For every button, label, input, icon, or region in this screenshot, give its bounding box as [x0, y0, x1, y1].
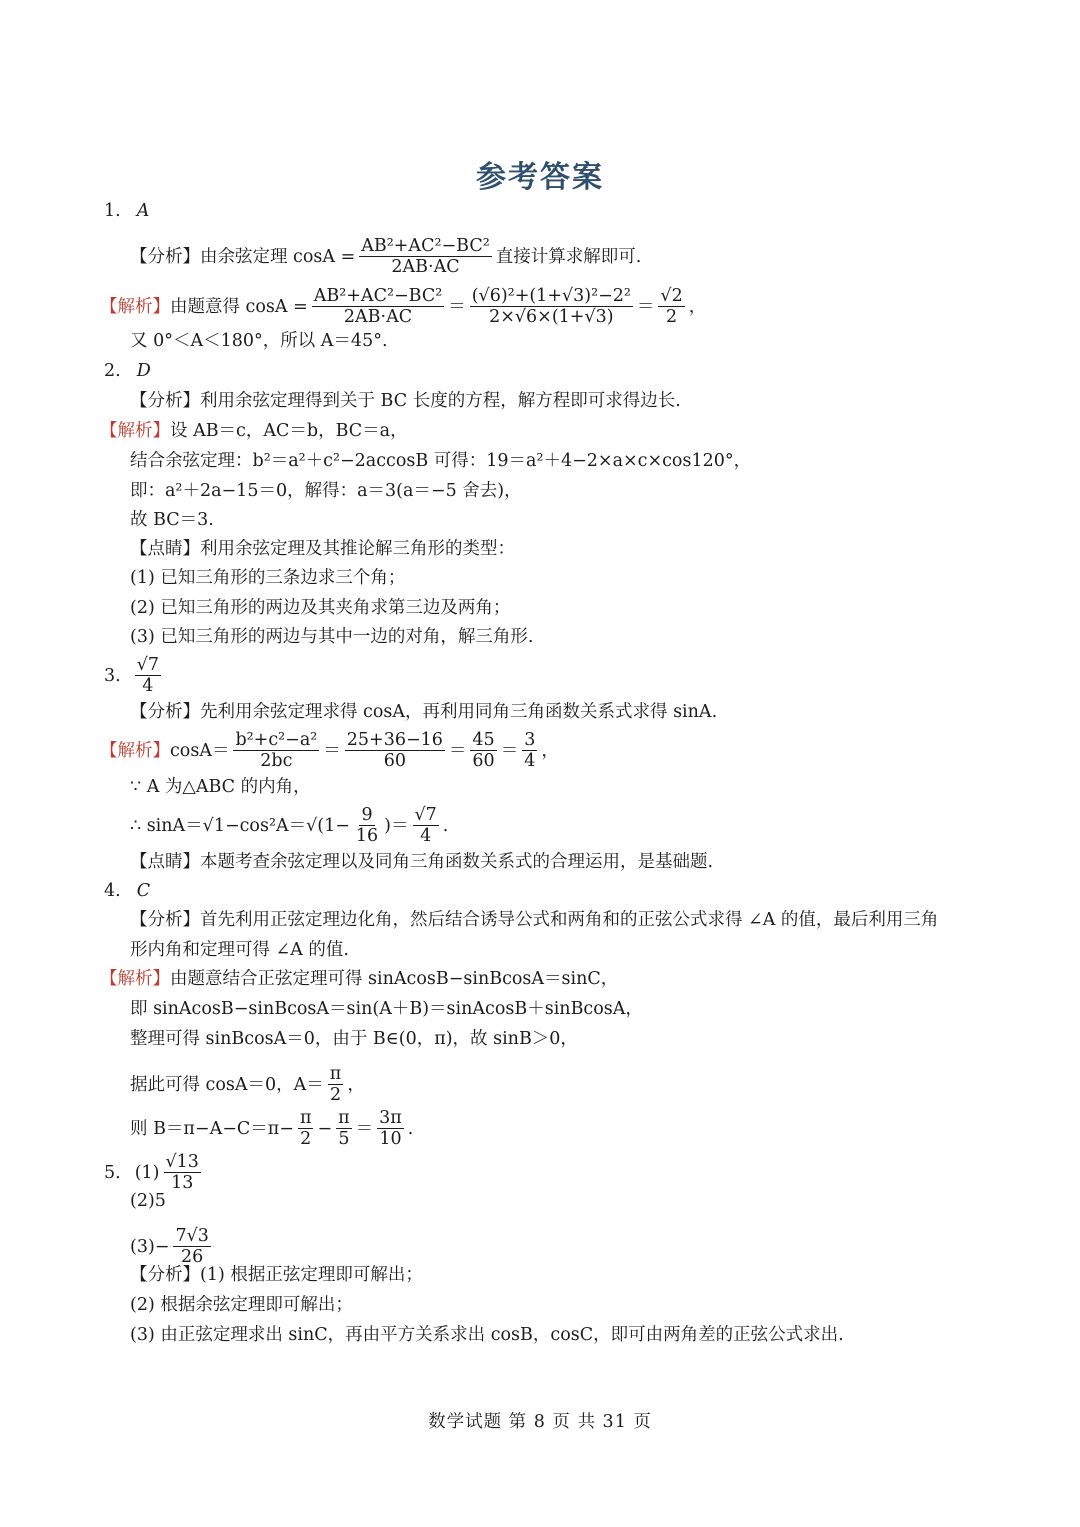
q4-analysis-line2: 形内角和定理可得 ∠A 的值. [130, 940, 349, 960]
q3-analysis [130, 701, 717, 723]
q4-answer: C [136, 881, 151, 901]
q2-analysis [130, 390, 681, 412]
analysis-label: 【分析】 [130, 702, 200, 722]
q2-solution-line1: 设 AB＝c，AC＝b，BC＝a， [170, 421, 408, 441]
q1-answer: A [136, 201, 150, 221]
q5-answer-3: (3)− $\frac{7√3}{26}$ [130, 1226, 209, 1267]
q4-analysis-text: 首先利用正弦定理边化角，然后结合诱导公式和两角和的正弦公式求得 ∠A 的值，最后利用三角 [200, 910, 939, 930]
q1-solution-fraction-1: $\frac{\text{AB²+AC²−BC²}}{2AB\cdot AC}$ [313, 286, 443, 327]
q1-number: 1. [104, 201, 121, 221]
q5-analysis-line2: (2) 根据余弦定理即可解出； [130, 1295, 353, 1315]
q1-analysis [130, 236, 641, 277]
q3-solution: 【解析】 cosA＝ $\frac{\text{b²+c²−a²}}{2bc}$ ＝ $\frac{25+36-16}{60}$ ＝ $\frac{45}{60}$ ＝ $\frac{3}{4}$ ， [100, 730, 559, 771]
q2-solution-line2: 结合余弦定理：b²＝a²＋c²−2accosB 可得：19＝a²＋4−2×a×c×cos120°， [130, 451, 752, 471]
q2-comment-item-2: (2) 已知三角形的两边及其夹角求第三边及两角； [130, 598, 511, 618]
q1-solution-fraction-2: $\frac{\text{(√6)²+(1+√3)²−2²}}{2\times√6\times(1+√3)}$ [471, 286, 631, 327]
q2-solution-line3: 即：a²＋2a−15＝0，解得：a＝3(a＝−5 舍去)， [130, 481, 522, 501]
page-footer: 数学试题 第 8 页 共 31 页 [428, 1412, 652, 1432]
comment-label: 【点睛】 [130, 852, 200, 872]
q1-solution-head: 由题意得 cosA = [170, 296, 308, 317]
q2-number: 2. [104, 361, 121, 381]
q3-solution-head: cosA＝ [170, 740, 230, 761]
q3-solution-line3: ∴ sinA＝√1−cos²A＝√(1− $\frac{9}{16}$ )＝ $\frac{√7}{4}$ . [130, 805, 449, 846]
q2-comment-item-3: (3) 已知三角形的两边与其中一边的对角，解三角形. [130, 627, 534, 647]
q1-analysis-tail: 直接计算求解即可. [495, 246, 642, 267]
q2-header [104, 360, 151, 382]
q4-solution-line2: 即 sinAcosB−sinBcosA＝sin(A＋B)＝sinAcosB＋sinBcosA， [130, 999, 643, 1019]
solution-label: 【解析】 [100, 421, 170, 441]
q2-comment-text: 利用余弦定理及其推论解三角形的类型： [200, 539, 515, 559]
q3-comment [130, 851, 713, 873]
q3-solution-line2: ∵ A 为△ABC 的内角， [130, 777, 311, 797]
q2-solution-line4: 故 BC＝3. [130, 510, 214, 530]
q1-header [104, 200, 149, 222]
q5-answer-1: $\frac{√13}{13}$ [165, 1152, 199, 1193]
solution-label: 【解析】 [100, 296, 170, 317]
comment-label: 【点睛】 [130, 539, 200, 559]
q4-solution: 【解析】 由题意结合正弦定理可得 sinAcosB−sinBcosA＝sinC， [100, 969, 619, 989]
q5-header: 5. (1) $\frac{√13}{13}$ [104, 1152, 199, 1193]
q3-analysis-text: 先利用余弦定理求得 cosA，再利用同角三角函数关系式求得 sinA. [200, 702, 718, 722]
q4-solution-line3: 整理可得 sinBcosA＝0，由于 B∈(0，π)，故 sinB＞0， [130, 1029, 578, 1049]
q1-analysis-text: 由余弦定理 cosA = [200, 246, 356, 267]
q2-answer: D [136, 361, 151, 381]
q2-solution [100, 420, 408, 442]
q5-number: 5. [104, 1162, 121, 1183]
q4-header [104, 880, 150, 902]
q5-analysis-line3: (3) 由正弦定理求出 sinC，再由平方关系求出 cosB，cosC，即可由两角差的正弦公式求出. [130, 1325, 844, 1345]
q5-analysis: 【分析】 (1) 根据正弦定理即可解出； [130, 1265, 423, 1285]
q1-solution-fraction-3: $\frac{√2}{2}$ [660, 286, 683, 327]
analysis-label: 【分析】 [130, 391, 200, 411]
q2-comment-item-1: (1) 已知三角形的三条边求三个角； [130, 568, 406, 588]
q4-solution-line5: 则 B＝π−A−C＝π− $\frac{\pi}{2}$ − $\frac{\pi}{5}$ ＝ $\frac{3\pi}{10}$ . [130, 1108, 414, 1149]
q4-number: 4. [104, 881, 121, 901]
analysis-label: 【分析】 [130, 246, 200, 267]
solution-label: 【解析】 [100, 969, 170, 989]
q1-analysis-fraction: $\frac{\text{AB²+AC²−BC²}}{2AB\cdot AC}$ [361, 236, 490, 277]
q4-solution-line4: 据此可得 cosA＝0，A＝ $\frac{\pi}{2}$ ， [130, 1064, 365, 1105]
q3-header [104, 655, 165, 696]
q2-comment [130, 538, 515, 560]
q5-answer-2: (2)5 [130, 1191, 166, 1211]
q1-solution: 【解析】 由题意得 cosA = $\frac{\text{AB²+AC²−BC²}}{2AB\cdot AC}$ ＝ $\frac{\text{(√6)²+(1+√3)²−2²}}{2\times√6\times(1+√3)}$ ＝ $\frac{√2}{2}$ ， [100, 286, 707, 327]
q1-solution-line2: 又 0°＜A＜180°，所以 A＝45°. [130, 331, 388, 351]
analysis-label: 【分析】 [130, 910, 200, 930]
q3-comment-text: 本题考查余弦定理以及同角三角函数关系式的合理运用，是基础题. [200, 852, 714, 872]
q2-analysis-text: 利用余弦定理得到关于 BC 长度的方程，解方程即可求得边长. [200, 391, 681, 411]
solution-label: 【解析】 [100, 740, 170, 761]
q3-number: 3. [104, 665, 121, 686]
analysis-label: 【分析】 [130, 1265, 200, 1285]
q3-answer: $\frac{√7}{4}$ [136, 655, 159, 696]
q4-analysis [130, 909, 938, 931]
page-title: 参考答案 [476, 160, 604, 195]
